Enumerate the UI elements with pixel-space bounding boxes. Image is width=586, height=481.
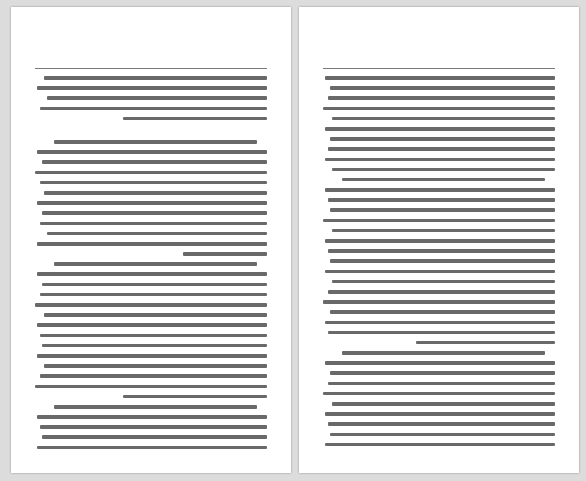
text-line-ink — [37, 242, 267, 246]
text-line — [35, 208, 267, 217]
text-line-ink — [325, 188, 555, 192]
text-line-ink — [332, 280, 555, 284]
text-line-ink — [325, 239, 555, 243]
right-page — [299, 7, 579, 473]
text-line-ink — [47, 232, 267, 236]
text-line-ink — [42, 283, 267, 287]
text-line-ink — [323, 107, 555, 111]
text-line — [35, 93, 267, 102]
text-line-ink — [37, 446, 267, 449]
text-line — [323, 144, 555, 153]
text-line-ink — [323, 219, 555, 223]
text-line — [35, 422, 267, 431]
text-line — [323, 185, 555, 194]
left-section-heading — [35, 125, 267, 136]
text-line — [35, 269, 267, 278]
left-page-header — [35, 56, 267, 69]
text-line-ink — [332, 117, 555, 121]
left-page — [11, 7, 291, 473]
text-line-ink — [342, 351, 545, 355]
text-line — [323, 124, 555, 133]
text-line — [323, 73, 555, 82]
text-line-ink — [328, 147, 555, 151]
text-line-ink — [330, 371, 555, 375]
text-line — [323, 440, 555, 449]
text-line-ink — [54, 405, 257, 409]
text-line-ink — [330, 86, 555, 90]
text-line — [323, 368, 555, 377]
text-line — [35, 351, 267, 360]
text-line-ink — [37, 272, 267, 276]
text-line-ink — [332, 168, 555, 172]
text-line-ink — [323, 300, 555, 304]
text-line — [323, 409, 555, 418]
text-line-ink — [37, 415, 267, 419]
text-line-ink — [332, 402, 555, 406]
text-line — [35, 382, 267, 391]
text-line-ink — [330, 310, 555, 314]
text-line — [35, 114, 267, 123]
text-line — [35, 443, 267, 449]
text-line-ink — [416, 341, 555, 345]
text-line-ink — [325, 361, 555, 365]
text-line — [35, 249, 267, 258]
text-line-ink — [325, 412, 555, 416]
text-line-ink — [37, 150, 267, 154]
text-line-ink — [328, 331, 555, 335]
text-line — [323, 155, 555, 164]
text-line-ink — [328, 422, 555, 426]
text-line — [323, 165, 555, 174]
text-line — [35, 83, 267, 92]
text-line — [35, 371, 267, 380]
text-line-ink — [42, 211, 267, 215]
text-line-ink — [325, 127, 555, 131]
text-line — [35, 412, 267, 421]
text-line-ink — [54, 262, 257, 266]
text-line — [323, 83, 555, 92]
text-line — [35, 259, 267, 268]
text-line — [35, 300, 267, 309]
text-line — [35, 198, 267, 207]
left-page-body — [35, 73, 267, 449]
text-line-ink — [330, 433, 555, 437]
text-line-ink — [54, 140, 257, 144]
text-line-ink — [37, 354, 267, 358]
text-line-ink — [40, 334, 267, 338]
text-line — [35, 157, 267, 166]
text-line — [323, 307, 555, 316]
text-line-ink — [330, 208, 555, 212]
text-line-ink — [42, 435, 267, 439]
text-line-ink — [40, 374, 267, 378]
text-line-ink — [35, 303, 267, 307]
text-line-ink — [44, 364, 267, 368]
text-line-ink — [325, 270, 555, 274]
text-line — [35, 178, 267, 187]
text-line-ink — [47, 96, 267, 100]
text-line — [323, 348, 555, 357]
text-line — [35, 168, 267, 177]
text-line-ink — [323, 392, 555, 396]
text-line — [323, 389, 555, 398]
text-line — [35, 280, 267, 289]
text-line — [35, 392, 267, 401]
text-line-ink — [37, 86, 267, 90]
text-line — [35, 73, 267, 82]
text-line-ink — [123, 395, 267, 399]
text-line-ink — [35, 171, 267, 175]
text-line — [323, 114, 555, 123]
text-line-ink — [330, 259, 555, 263]
text-line — [323, 236, 555, 245]
text-line — [35, 188, 267, 197]
text-line — [323, 93, 555, 102]
text-line — [35, 341, 267, 350]
text-line-ink — [44, 76, 267, 80]
text-line-ink — [325, 443, 555, 447]
text-line — [35, 320, 267, 329]
text-line — [323, 358, 555, 367]
text-line — [35, 310, 267, 319]
text-line — [323, 379, 555, 388]
text-line — [323, 205, 555, 214]
text-line-ink — [328, 96, 555, 100]
text-line — [35, 229, 267, 238]
text-line — [323, 338, 555, 347]
text-line-ink — [42, 160, 267, 164]
text-line-ink — [40, 293, 267, 297]
text-line-ink — [342, 178, 545, 182]
text-line-ink — [40, 425, 267, 429]
text-line-ink — [123, 117, 267, 121]
text-line — [323, 318, 555, 327]
left-text-block-top — [35, 73, 267, 123]
text-line — [323, 175, 555, 184]
text-line — [323, 277, 555, 286]
text-line — [35, 361, 267, 370]
text-line-ink — [332, 229, 555, 233]
text-line — [35, 239, 267, 248]
text-line — [323, 287, 555, 296]
text-line — [323, 328, 555, 337]
text-line — [35, 147, 267, 156]
text-line-ink — [325, 321, 555, 325]
text-line-ink — [183, 252, 267, 256]
text-line-ink — [325, 76, 555, 80]
text-line-ink — [328, 249, 555, 253]
text-line — [323, 216, 555, 225]
text-line-ink — [37, 323, 267, 327]
text-line — [323, 399, 555, 408]
left-text-block-main — [35, 137, 267, 449]
text-line-ink — [44, 313, 267, 317]
text-line — [35, 402, 267, 411]
text-line — [323, 134, 555, 143]
text-line-ink — [37, 201, 267, 205]
text-line-ink — [328, 382, 555, 386]
text-line-ink — [40, 222, 267, 226]
text-line — [323, 104, 555, 113]
text-line-ink — [40, 107, 267, 111]
text-line — [35, 432, 267, 441]
text-line — [323, 195, 555, 204]
text-line-ink — [328, 290, 555, 294]
text-line — [35, 290, 267, 299]
text-line — [323, 419, 555, 428]
text-line-ink — [40, 181, 267, 185]
text-line-ink — [42, 344, 267, 348]
text-line-ink — [35, 385, 267, 389]
text-line — [323, 430, 555, 439]
text-line — [323, 256, 555, 265]
text-line-ink — [44, 191, 267, 195]
text-line — [35, 137, 267, 146]
right-page-header — [323, 56, 555, 69]
text-line — [35, 104, 267, 113]
text-line — [323, 226, 555, 235]
text-line — [323, 246, 555, 255]
text-line-ink — [328, 198, 555, 202]
text-line — [323, 267, 555, 276]
right-page-body — [323, 73, 555, 449]
text-line — [35, 331, 267, 340]
text-line — [323, 297, 555, 306]
text-line — [35, 219, 267, 228]
text-line-ink — [330, 137, 555, 141]
text-line-ink — [325, 158, 555, 162]
right-text-block — [323, 73, 555, 449]
